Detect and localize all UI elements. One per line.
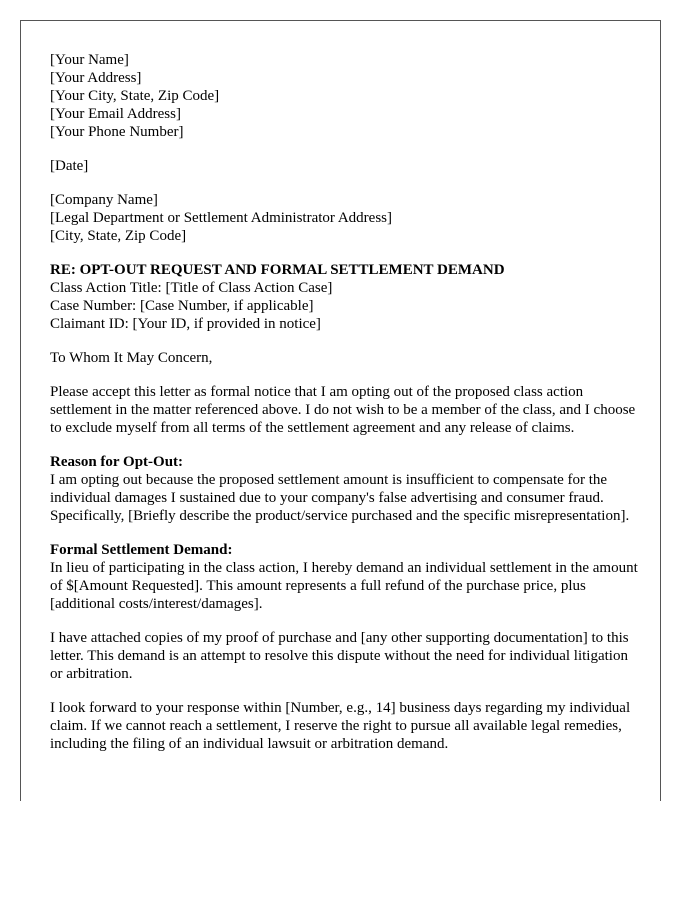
recipient-block [50,191,640,245]
salutation-text: To Whom It May Concern, [50,350,213,366]
recipient-company: [Company Name] [50,192,158,208]
case-number: Case Number: [Case Number, if applicable] [50,298,314,314]
demand-heading: Formal Settlement Demand: [50,542,233,558]
letter-page [20,20,661,801]
sender-email: [Your Email Address] [50,106,181,122]
recipient-address: [Legal Department or Settlement Administrator Address] [50,210,392,226]
sender-name: [Your Name] [50,52,129,68]
case-title: Class Action Title: [Title of Class Action Case] [50,280,333,296]
closing-paragraph: I look forward to your response within [Number, e.g., 14] business days regarding my individual claim. If we cannot reach a settlement, I reserve the right to pursue all available legal remedies, including the filing of an individual lawsuit or arbitration demand. [50,700,631,752]
claimant-id: Claimant ID: [Your ID, if provided in notice] [50,316,321,332]
sender-address: [Your Address] [50,70,142,86]
letter-body [50,51,640,769]
reason-section [50,453,640,525]
letter-date [50,157,640,175]
demand-section [50,541,640,613]
intro-paragraph: Please accept this letter as formal notice that I am opting out of the proposed class action settlement in the matter referenced above. I do not wish to be a member of the class, and I choose to exclude myself from all terms of the settlement agreement and any release of claims. [50,384,636,436]
date-line: [Date] [50,158,89,174]
attachments-paragraph: I have attached copies of my proof of purchase and [any other supporting documentation] to this letter. This demand is an attempt to resolve this dispute without the need for individual litigation or arbitration. [50,630,629,682]
recipient-city-state-zip: [City, State, Zip Code] [50,228,187,244]
sender-phone: [Your Phone Number] [50,124,184,140]
demand-body: In lieu of participating in the class action, I hereby demand an individual settlement in the amount of $[Amount Requested]. This amount represents a full refund of the purchase price, plus [additional costs/interest/damages]. [50,560,638,612]
sender-city-state-zip: [Your City, State, Zip Code] [50,88,220,104]
sender-block [50,51,640,141]
re-heading: RE: OPT-OUT REQUEST AND FORMAL SETTLEMENT DEMAND [50,262,505,278]
reason-body: I am opting out because the proposed settlement amount is insufficient to compensate for the individual damages I sustained due to your company's false advertising and consumer fraud. Specifically, [Briefly describe the product/service purchased and the specific misrepresentation]. [50,472,630,524]
salutation [50,349,640,367]
reason-heading: Reason for Opt-Out: [50,454,184,470]
re-block [50,261,640,333]
